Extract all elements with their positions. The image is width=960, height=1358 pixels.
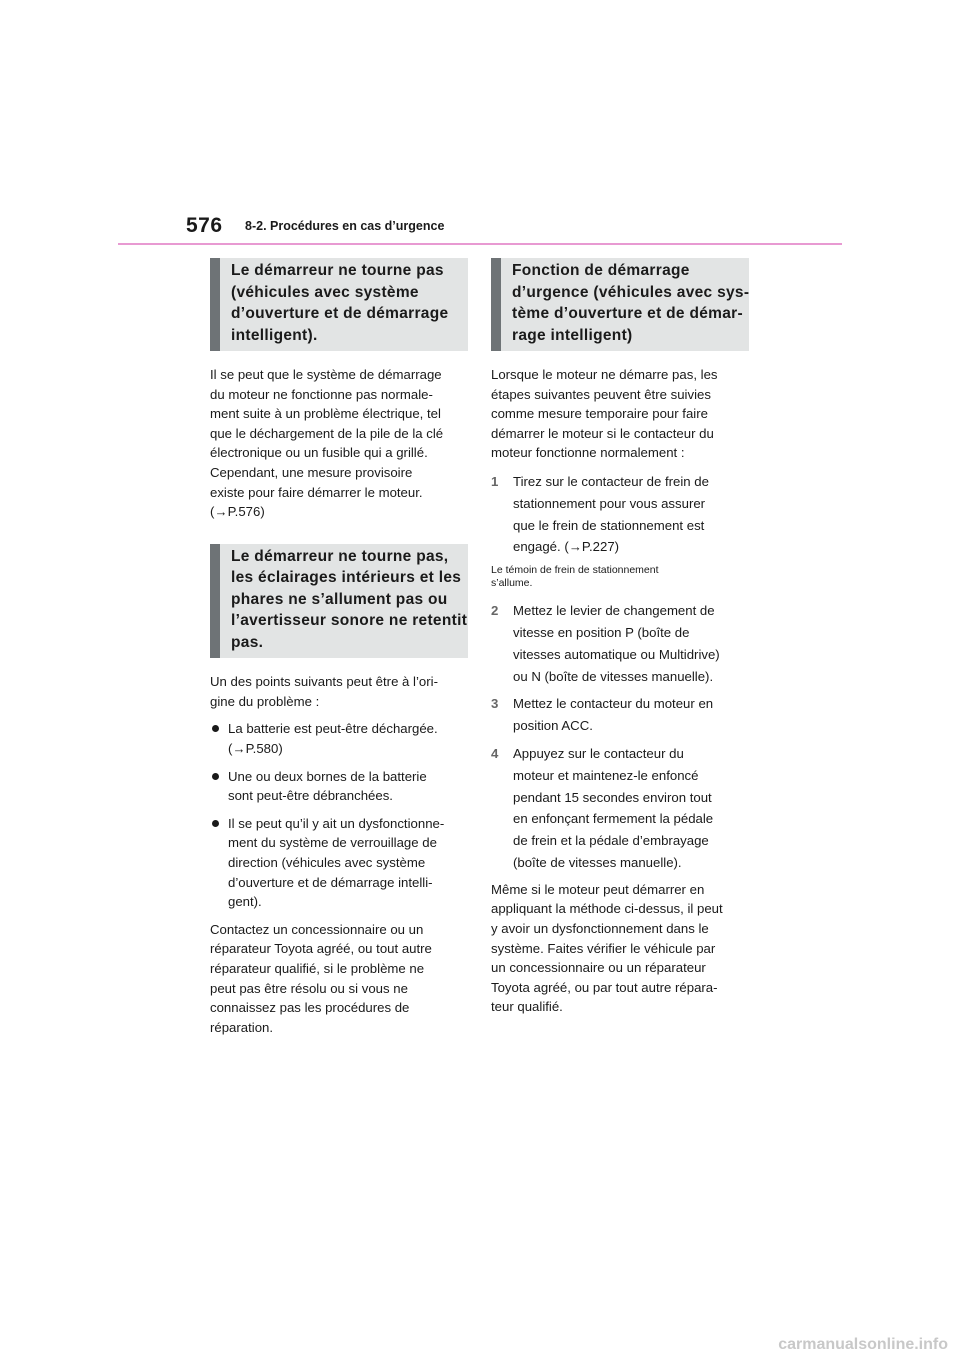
text-line: Mettez le levier de changement de [513,603,715,619]
text-line: appliquant la méthode ci-dessus, il peut [491,901,723,917]
text-line: Mettez le contacteur du moteur en [513,696,714,712]
text-line: pas. [231,633,264,651]
step-number: 1 [491,473,499,489]
step-number: 3 [491,696,499,712]
text-line: vitesse en position P (boîte de [513,624,690,640]
paragraph-possible-causes [210,672,468,711]
right-column [491,258,749,1025]
text-line: peut pas être résolu ou si vous ne [210,980,408,996]
heading-emergency-start [491,258,749,351]
left-column [210,258,468,1045]
bullet-battery-terminals [210,767,468,806]
text-line: Lorsque le moteur ne démarre pas, les [491,367,718,382]
bullet-dot-icon [212,773,219,780]
text-line: électronique ou un fusible qui a grillé. [210,445,428,461]
text-line: vitesses automatique ou Multidrive) [513,646,720,662]
text-line: tème d’ouverture et de démar- [512,305,743,322]
text-line: s’allume. [491,577,533,590]
text-line: d’urgence (véhicules avec sys- [512,283,750,301]
text-line: en enfonçant fermement la pédale [513,811,714,827]
text-line: étapes suivantes peuvent être suivies [491,386,711,402]
text-line: y avoir un dysfonctionnement dans le [491,920,709,936]
step-3 [491,693,749,737]
text-line: (véhicules avec système [231,283,419,301]
text-line: Toyota agréé, ou par tout autre répara- [491,979,718,995]
text-line: l’avertisseur sonore ne retentit [231,612,468,630]
text-line: réparateur Toyota agréé, ou tout autre [210,941,432,957]
step-number: 2 [491,603,499,619]
text-line: Le témoin de frein de stationnement [491,564,659,577]
text-line: connaissez pas les procédures de [210,1000,410,1016]
page-number: 576 [186,214,223,237]
text-line: ou N (boîte de vitesses manuelle). [513,668,714,684]
bullet-steering-lock [210,814,468,912]
text-line: (→P.580) [228,741,283,757]
text-line: existe pour faire démarrer le moteur. [210,484,423,500]
text-line: gine du problème : [210,693,320,709]
text-line: comme mesure temporaire pour faire [491,406,708,422]
text-line: La batterie est peut-être déchargée. [228,721,438,737]
text-line: pendant 15 secondes environ tout [513,789,712,805]
paragraph-emergency-intro [491,365,749,463]
text-line: moteur et maintenez-le enfoncé [513,767,699,783]
text-line: engagé. (→P.227) [513,539,620,555]
step-1 [491,471,749,558]
text-line: Un des points suivants peut être à l’ori- [210,674,438,690]
text-line: teur qualifié. [491,999,563,1015]
text-line: intelligent). [231,326,318,344]
text-line: que le frein de stationnement est [513,517,705,533]
text-line: réparateur qualifié, si le problème ne [210,960,425,976]
heading-no-lights-no-horn [210,544,468,659]
text-line: Le démarreur ne tourne pas, [231,547,449,565]
text-line: les éclairages intérieurs et les [231,569,462,587]
bullet-battery-discharged [210,719,468,758]
watermark: carmanualsonline.info [778,1336,948,1353]
text-line: stationnement pour vous assurer [513,495,706,511]
text-line: moteur fonctionne normalement : [491,445,685,461]
text-line: rage intelligent) [512,326,633,344]
text-line: (→P.576) [210,504,265,520]
text-line: ment du système de verrouillage de [228,835,437,851]
bullet-dot-icon [212,820,219,827]
text-line: Tirez sur le contacteur de frein de [513,473,709,489]
text-line: un concessionnaire ou un réparateur [491,960,706,976]
text-line: sont peut-être débranchées. [228,788,393,804]
text-line: démarrer le moteur si le contacteur du [491,425,714,441]
text-line: système. Faites vérifier le véhicule par [491,940,716,956]
text-line: d’ouverture et de démarrage intelli- [228,874,433,890]
text-line: de frein et la pédale d’embrayage [513,833,709,849]
text-line: Une ou deux bornes de la batterie [228,768,427,784]
text-line: réparation. [210,1019,274,1035]
text-line: du moteur ne fonctionne pas normale- [210,386,433,402]
step-4 [491,743,749,874]
text-line: Il se peut qu’il y ait un dysfonctionne- [228,815,445,831]
text-line: phares ne s’allument pas ou [231,590,448,608]
step-number: 4 [491,745,499,761]
section-title: 8-2. Procédures en cas d’urgence [245,219,445,233]
text-line: position ACC. [513,718,593,734]
step-2 [491,600,749,687]
text-line: Contactez un concessionnaire ou un [210,921,424,937]
note-parking-brake-indicator [491,564,749,590]
paragraph-starter-explanation [210,365,468,522]
text-line: Le démarreur ne tourne pas [231,262,444,279]
heading-starter-no-crank [210,258,468,351]
bullet-dot-icon [212,725,219,732]
text-line: que le déchargement de la pile de la clé [210,425,444,441]
text-line: d’ouverture et de démarrage [231,305,449,322]
paragraph-contact-dealer [210,920,468,1038]
text-line: ment suite à un problème électrique, tel [210,406,441,422]
text-line: Cependant, une mesure provisoire [210,464,413,480]
text-line: Même si le moteur peut démarrer en [491,881,705,897]
text-line: Il se peut que le système de démarrage [210,367,442,382]
header-rule [118,243,842,245]
text-line: (boîte de vitesses manuelle). [513,854,682,870]
text-line: gent). [228,894,262,910]
text-line: Fonction de démarrage [512,262,690,279]
text-line: Appuyez sur le contacteur du [513,745,684,761]
paragraph-emergency-outro [491,880,749,1017]
text-line: direction (véhicules avec système [228,855,426,870]
